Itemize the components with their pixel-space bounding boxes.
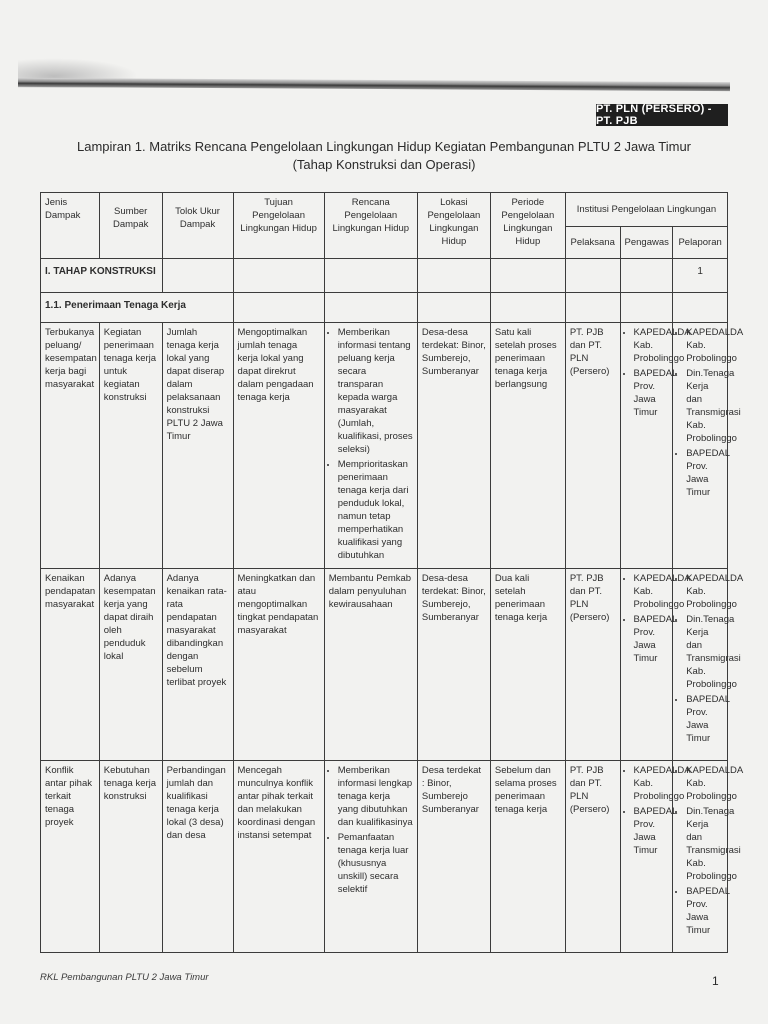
col-jenis-dampak: Jenis Dampak bbox=[41, 193, 100, 259]
cell-pelaksana: PT. PJB dan PT. PLN (Persero) bbox=[565, 323, 620, 569]
cell-periode: Dua kali setelah penerimaan tenaga kerja bbox=[490, 569, 565, 761]
list-item: • KAPEDALDA Kab. Probolinggo bbox=[634, 326, 669, 365]
cell-pelaksana: PT. PJB dan PT. PLN (Persero) bbox=[565, 569, 620, 761]
section-row bbox=[41, 259, 728, 293]
cell-sumber: Adanya kesempatan kerja yang dapat diraih oleh penduduk lokal bbox=[99, 569, 162, 761]
cell-sumber: Kegiatan penerimaan tenaga kerja untuk kegiatan konstruksi bbox=[99, 323, 162, 569]
cell-pelaksana: PT. PJB dan PT. PLN (Persero) bbox=[565, 761, 620, 953]
cell-pelaporan bbox=[673, 569, 743, 761]
cell-periode: Satu kali setelah proses penerimaan tenaga kerja berlangsung bbox=[490, 323, 565, 569]
cell-rencana bbox=[324, 323, 417, 569]
list-item: • BAPEDAL Prov. Jawa Timur bbox=[634, 367, 669, 419]
col-periode: Periode Pengelolaan Lingkungan Hidup bbox=[490, 193, 565, 259]
list-item: • KAPEDALDA Kab. Probolinggo bbox=[686, 764, 723, 803]
table-row bbox=[41, 569, 728, 761]
document-title bbox=[40, 138, 728, 174]
company-badge: PT. PLN (PERSERO) - PT. PJB bbox=[596, 104, 728, 126]
cell-periode: Sebelum dan selama proses penerimaan tenaga kerja bbox=[490, 761, 565, 953]
list-item: • Din.Tenaga Kerja dan Transmigrasi Kab. Probolinggo bbox=[686, 367, 723, 445]
list-item: • Din.Tenaga Kerja dan Transmigrasi Kab. Probolinggo bbox=[686, 805, 723, 883]
section-title: I. TAHAP KONSTRUKSI bbox=[41, 259, 163, 293]
col-rencana: Rencana Pengelolaan Lingkungan Hidup bbox=[324, 193, 417, 259]
title-line-1: Lampiran 1. Matriks Rencana Pengelolaan Lingkungan Hidup Kegiatan Pembangunan PLTU 2 Jawa Timur bbox=[76, 139, 692, 154]
cell-jenis: Konflik antar pihak terkait tenaga proyek bbox=[41, 761, 100, 953]
subsection-row bbox=[41, 293, 728, 323]
cell-tujuan: Mengoptimalkan jumlah tenaga kerja lokal yang dapat direkrut dalam pengadaan tenaga kerja bbox=[233, 323, 324, 569]
cell-rencana bbox=[324, 761, 417, 953]
list-item: • BAPEDAL Prov. Jawa Timur bbox=[634, 805, 669, 857]
list-item: • BAPEDAL Prov. Jawa Timur bbox=[686, 693, 723, 745]
cell-tolok: Jumlah tenaga kerja lokal yang dapat diserap dalam pelaksanaan konstruksi PLTU 2 Jawa Timur bbox=[162, 323, 233, 569]
col-sumber-dampak: Sumber Dampak bbox=[99, 193, 162, 259]
rkl-matrix-table bbox=[40, 192, 743, 953]
cell-pengawas bbox=[620, 761, 691, 953]
cell-jenis: Kenaikan pendapatan masyarakat bbox=[41, 569, 100, 761]
cell-pelaporan bbox=[673, 761, 743, 953]
col-pelaporan: Pelaporan bbox=[673, 227, 728, 259]
col-pelaksana: Pelaksana bbox=[565, 227, 620, 259]
cell-pengawas bbox=[620, 569, 691, 761]
list-item: • Din.Tenaga Kerja dan Transmigrasi Kab. Probolinggo bbox=[686, 613, 723, 691]
cell-tujuan: Mencegah munculnya konflik antar pihak terkait dan melakukan koordinasi dengan instansi setempat bbox=[233, 761, 324, 953]
cell-tujuan: Meningkatkan dan atau mengoptimalkan tingkat pendapatan masyarakat bbox=[233, 569, 324, 761]
list-item: • BAPEDAL Prov. Jawa Timur bbox=[686, 885, 723, 937]
title-line-2: (Tahap Konstruksi dan Operasi) bbox=[292, 157, 476, 172]
subsection-title: 1.1. Penerimaan Tenaga Kerja bbox=[41, 293, 234, 323]
list-item: • BAPEDAL Prov. Jawa Timur bbox=[634, 613, 669, 665]
table-row bbox=[41, 323, 728, 569]
cell-rencana: Membantu Pemkab dalam penyuluhan kewirausahaan bbox=[324, 569, 417, 761]
list-item: • KAPEDALDA Kab. Probolinggo bbox=[686, 326, 723, 365]
col-tujuan: Tujuan Pengelolaan Lingkungan Hidup bbox=[233, 193, 324, 259]
cell-lokasi: Desa-desa terdekat: Binor, Sumberejo, Sumberanyar bbox=[417, 569, 490, 761]
footer-doc-title: RKL Pembangunan PLTU 2 Jawa Timur bbox=[40, 972, 209, 983]
cell-jenis: Terbukanya peluang/ kesempatan kerja bagi masyarakat bbox=[41, 323, 100, 569]
cell-pengawas bbox=[620, 323, 691, 569]
list-item: • KAPEDALDA Kab. Probolinggo bbox=[686, 572, 723, 611]
table-row bbox=[41, 761, 728, 953]
header-row-1 bbox=[41, 193, 728, 227]
list-item: • Memberikan informasi lengkap tenaga kerja yang dibutuhkan dan kualifikasinya bbox=[338, 764, 413, 829]
list-item: • Memprioritaskan penerimaan tenaga kerja dari penduduk lokal, namun tetap memperhatikan kualifikasi yang dibutuhkan bbox=[338, 458, 413, 562]
list-item: • Memberikan informasi tentang peluang kerja secara transparan kepada warga masyarakat (Jumlah, kualifikasi, proses seleksi) bbox=[338, 326, 413, 456]
col-pengawas: Pengawas bbox=[620, 227, 673, 259]
list-item: • KAPEDALDA Kab. Probolinggo bbox=[634, 764, 669, 803]
list-item: • KAPEDALDA Kab. Probolinggo bbox=[634, 572, 669, 611]
cell-sumber: Kebutuhan tenaga kerja konstruksi bbox=[99, 761, 162, 953]
list-item: • Pemanfaatan tenaga kerja luar (khususnya unskill) secara selektif bbox=[338, 831, 413, 896]
section-mark: 1 bbox=[673, 259, 728, 293]
cell-lokasi: Desa terdekat : Binor, Sumberejo Sumberanyar bbox=[417, 761, 490, 953]
cell-tolok: Perbandingan jumlah dan kualifikasi tenaga kerja lokal (3 desa) dan desa bbox=[162, 761, 233, 953]
col-lokasi: Lokasi Pengelolaan Lingkungan Hidup bbox=[417, 193, 490, 259]
list-item: • BAPEDAL Prov. Jawa Timur bbox=[686, 447, 723, 499]
cell-tolok: Adanya kenaikan rata-rata pendapatan masyarakat dibandingkan dengan sebelum terlibat proyek bbox=[162, 569, 233, 761]
header-rule bbox=[18, 78, 730, 91]
col-tolok-ukur: Tolok Ukur Dampak bbox=[162, 193, 233, 259]
cell-lokasi: Desa-desa terdekat: Binor, Sumberejo, Sumberanyar bbox=[417, 323, 490, 569]
page-number: 1 bbox=[712, 974, 719, 988]
col-institusi: Institusi Pengelolaan Lingkungan bbox=[565, 193, 727, 227]
